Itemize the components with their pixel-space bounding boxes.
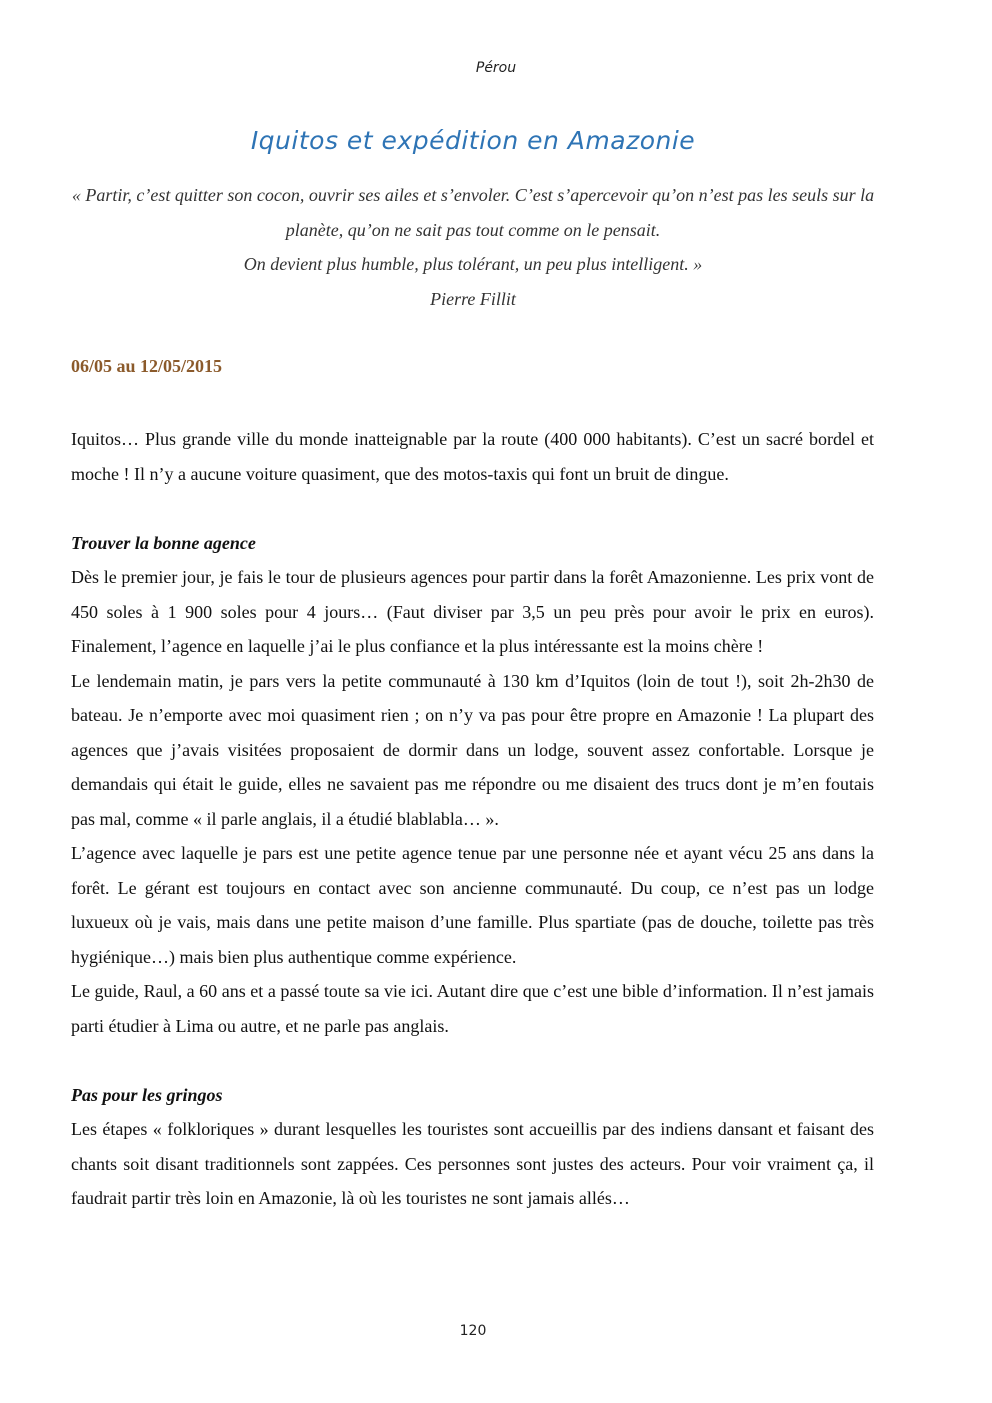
article-body: [71, 422, 874, 1216]
epigraph-quote: [60, 178, 886, 316]
intro-paragraph: Iquitos… Plus grande ville du monde inatteignable par la route (400 000 habitants). C’est un sacré bordel et moche ! Il n’y a aucune voiture quasiment, que des motos-taxis qui font un bruit de dingue.: [71, 429, 874, 484]
page-number: 120: [459, 1323, 487, 1339]
paragraph: Dès le premier jour, je fais le tour de plusieurs agences pour partir dans la forêt Amazonienne. Les prix vont de 450 soles à 1 900 soles pour 4 jours… (Faut diviser par 3,5 un peu près pour avoir le prix en euros). Finalement, l’agence en laquelle j’ai le plus confiance et la plus intéressante est la moins chère !: [71, 567, 874, 656]
section-title: Pas pour les gringos: [71, 1084, 223, 1105]
paragraph: L’agence avec laquelle je pars est une petite agence tenue par une personne née et ayant vécu 25 ans dans la forêt. Le gérant est toujours en contact avec son ancienne communauté. Du coup, ce n’est pas un lodge luxueux où je vais, mais dans une petite maison d’une famille. Plus spartiate (pas de douche, toilette pas très hygiénique…) mais bien plus authentique comme expérience.: [71, 843, 874, 967]
page-title: Iquitos et expédition en Amazonie: [250, 126, 696, 155]
paragraph: Les étapes « folkloriques » durant lesquelles les touristes sont accueillis par des indiens dansant et faisant des chants soit disant traditionnels sont zappées. Ces personnes sont justes des acteurs. Pour voir vraiment ça, il faudrait partir très loin en Amazonie, là où les touristes ne sont jamais allés…: [71, 1119, 874, 1208]
quote-text-1: « Partir, c’est quitter son cocon, ouvrir ses ailes et s’envoler. C’est s’apercevoir qu’on n’est pas les seuls sur la planète, qu’on ne sait pas tout comme on le pensait.: [71, 185, 875, 240]
date-range: 06/05 au 12/05/2015: [71, 356, 223, 376]
running-header: Pérou: [475, 60, 517, 76]
section-title: Trouver la bonne agence: [71, 532, 256, 553]
paragraph: Le guide, Raul, a 60 ans et a passé toute sa vie ici. Autant dire que c’est une bible d’information. Il n’est jamais parti étudier à Lima ou autre, et ne parle pas anglais.: [71, 981, 874, 1036]
spacer: [71, 491, 874, 526]
paragraph: Le lendemain matin, je pars vers la petite communauté à 130 km d’Iquitos (loin de tout !), soit 2h-2h30 de bateau. Je n’emporte avec moi quasiment rien ; on n’y va pas pour être propre en Amazonie ! La plupart des agences que j’avais visitées proposaient de dormir dans un lodge, souvent assez confortable. Lorsque je demandais qui était le guide, elles ne savaient pas me répondre ou me disaient des trucs dont je m’en foutais pas mal, comme « il parle anglais, il a étudié blablabla… ».: [71, 670, 874, 829]
quote-author: Pierre Fillit: [430, 288, 516, 309]
spacer: [71, 1043, 874, 1078]
quote-text-2: On devient plus humble, plus tolérant, un peu plus intelligent. »: [243, 254, 703, 274]
